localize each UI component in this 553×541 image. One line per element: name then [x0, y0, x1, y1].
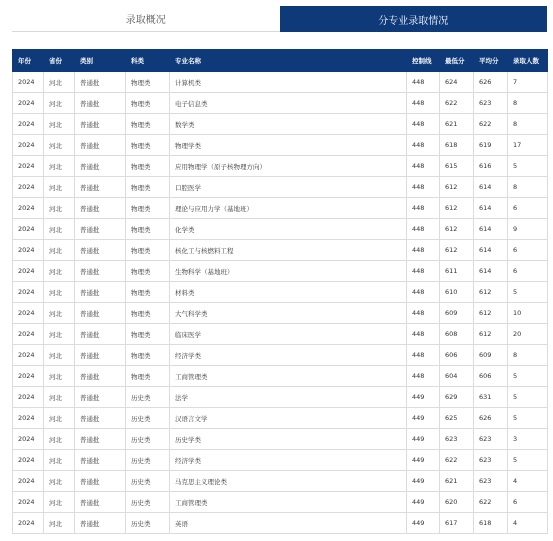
min-score-cell: 612: [440, 177, 474, 198]
header-min-score: 最低分: [440, 50, 474, 72]
subject-type-cell: 物理类: [126, 114, 170, 135]
major-name-cell: 临床医学: [170, 324, 407, 345]
avg-score-cell: 614: [474, 261, 508, 282]
min-score-cell: 611: [440, 261, 474, 282]
control-line-cell: 448: [407, 135, 440, 156]
table-header-row: [13, 50, 548, 72]
min-score-cell: 629: [440, 387, 474, 408]
control-line-cell: 448: [407, 156, 440, 177]
category-cell: 普通批: [75, 471, 126, 492]
major-name-cell: 法学: [170, 387, 407, 408]
table-row: [13, 93, 548, 114]
subject-type-cell: 历史类: [126, 450, 170, 471]
avg-score-cell: 622: [474, 114, 508, 135]
subject-type-cell: 物理类: [126, 345, 170, 366]
major-name-cell: 材料类: [170, 282, 407, 303]
control-line-cell: 448: [407, 219, 440, 240]
category-cell: 普通批: [75, 303, 126, 324]
province-cell: 河北: [44, 345, 75, 366]
province-cell: 河北: [44, 303, 75, 324]
header-year: 年份: [13, 50, 44, 72]
major-name-cell: 汉语言文学: [170, 408, 407, 429]
province-cell: 河北: [44, 513, 75, 534]
admitted-count-cell: 5: [508, 450, 548, 471]
subject-type-cell: 历史类: [126, 387, 170, 408]
province-cell: 河北: [44, 324, 75, 345]
table-row: [13, 387, 548, 408]
province-cell: 河北: [44, 471, 75, 492]
control-line-cell: 448: [407, 282, 440, 303]
admission-table: [12, 49, 548, 534]
category-cell: 普通批: [75, 72, 126, 93]
avg-score-cell: 623: [474, 450, 508, 471]
table-row: [13, 429, 548, 450]
admitted-count-cell: 5: [508, 282, 548, 303]
category-cell: 普通批: [75, 492, 126, 513]
year-cell: 2024: [13, 450, 44, 471]
admitted-count-cell: 4: [508, 513, 548, 534]
year-cell: 2024: [13, 387, 44, 408]
province-cell: 河北: [44, 177, 75, 198]
year-cell: 2024: [13, 492, 44, 513]
category-cell: 普通批: [75, 387, 126, 408]
major-name-cell: 历史学类: [170, 429, 407, 450]
header-admitted-count: 录取人数: [508, 50, 548, 72]
min-score-cell: 622: [440, 450, 474, 471]
subject-type-cell: 物理类: [126, 93, 170, 114]
category-cell: 普通批: [75, 177, 126, 198]
category-cell: 普通批: [75, 114, 126, 135]
category-cell: 普通批: [75, 450, 126, 471]
admitted-count-cell: 6: [508, 492, 548, 513]
category-cell: 普通批: [75, 513, 126, 534]
min-score-cell: 608: [440, 324, 474, 345]
category-cell: 普通批: [75, 324, 126, 345]
year-cell: 2024: [13, 93, 44, 114]
major-name-cell: 电子信息类: [170, 93, 407, 114]
avg-score-cell: 614: [474, 219, 508, 240]
control-line-cell: 448: [407, 345, 440, 366]
min-score-cell: 623: [440, 429, 474, 450]
subject-type-cell: 物理类: [126, 324, 170, 345]
province-cell: 河北: [44, 366, 75, 387]
major-name-cell: 英语: [170, 513, 407, 534]
min-score-cell: 618: [440, 135, 474, 156]
province-cell: 河北: [44, 72, 75, 93]
min-score-cell: 609: [440, 303, 474, 324]
avg-score-cell: 609: [474, 345, 508, 366]
category-cell: 普通批: [75, 261, 126, 282]
tab-bar: [12, 6, 547, 32]
min-score-cell: 606: [440, 345, 474, 366]
year-cell: 2024: [13, 240, 44, 261]
control-line-cell: 448: [407, 177, 440, 198]
major-name-cell: 理论与应用力学（基地班）: [170, 198, 407, 219]
admitted-count-cell: 5: [508, 408, 548, 429]
admitted-count-cell: 3: [508, 429, 548, 450]
min-score-cell: 624: [440, 72, 474, 93]
avg-score-cell: 623: [474, 93, 508, 114]
min-score-cell: 612: [440, 198, 474, 219]
subject-type-cell: 物理类: [126, 282, 170, 303]
major-name-cell: 马克思主义理论类: [170, 471, 407, 492]
province-cell: 河北: [44, 198, 75, 219]
subject-type-cell: 物理类: [126, 72, 170, 93]
tab-admission-by-major[interactable]: 分专业录取情况: [280, 6, 548, 32]
table-row: [13, 261, 548, 282]
category-cell: 普通批: [75, 408, 126, 429]
major-name-cell: 物理学类: [170, 135, 407, 156]
table-row: [13, 492, 548, 513]
subject-type-cell: 历史类: [126, 429, 170, 450]
control-line-cell: 449: [407, 408, 440, 429]
major-name-cell: 经济学类: [170, 345, 407, 366]
admitted-count-cell: 17: [508, 135, 548, 156]
avg-score-cell: 626: [474, 72, 508, 93]
year-cell: 2024: [13, 345, 44, 366]
admitted-count-cell: 6: [508, 198, 548, 219]
header-category: 类别: [75, 50, 126, 72]
category-cell: 普通批: [75, 135, 126, 156]
min-score-cell: 615: [440, 156, 474, 177]
category-cell: 普通批: [75, 429, 126, 450]
avg-score-cell: 614: [474, 198, 508, 219]
tab-admission-overview[interactable]: 录取概况: [12, 6, 280, 32]
province-cell: 河北: [44, 156, 75, 177]
min-score-cell: 612: [440, 219, 474, 240]
avg-score-cell: 626: [474, 408, 508, 429]
control-line-cell: 448: [407, 324, 440, 345]
control-line-cell: 448: [407, 303, 440, 324]
min-score-cell: 622: [440, 93, 474, 114]
control-line-cell: 449: [407, 450, 440, 471]
table-row: [13, 240, 548, 261]
min-score-cell: 621: [440, 114, 474, 135]
admitted-count-cell: 8: [508, 114, 548, 135]
avg-score-cell: 616: [474, 156, 508, 177]
year-cell: 2024: [13, 261, 44, 282]
subject-type-cell: 历史类: [126, 492, 170, 513]
admitted-count-cell: 9: [508, 219, 548, 240]
subject-type-cell: 物理类: [126, 198, 170, 219]
major-name-cell: 计算机类: [170, 72, 407, 93]
major-name-cell: 应用物理学（原子核物理方向）: [170, 156, 407, 177]
year-cell: 2024: [13, 408, 44, 429]
category-cell: 普通批: [75, 198, 126, 219]
control-line-cell: 449: [407, 429, 440, 450]
province-cell: 河北: [44, 135, 75, 156]
province-cell: 河北: [44, 429, 75, 450]
major-name-cell: 工商管理类: [170, 366, 407, 387]
province-cell: 河北: [44, 261, 75, 282]
table-row: [13, 471, 548, 492]
province-cell: 河北: [44, 93, 75, 114]
avg-score-cell: 612: [474, 324, 508, 345]
table-row: [13, 450, 548, 471]
year-cell: 2024: [13, 72, 44, 93]
subject-type-cell: 历史类: [126, 408, 170, 429]
major-name-cell: 数学类: [170, 114, 407, 135]
province-cell: 河北: [44, 282, 75, 303]
control-line-cell: 448: [407, 72, 440, 93]
year-cell: 2024: [13, 177, 44, 198]
major-name-cell: 经济学类: [170, 450, 407, 471]
year-cell: 2024: [13, 513, 44, 534]
year-cell: 2024: [13, 156, 44, 177]
control-line-cell: 449: [407, 492, 440, 513]
control-line-cell: 449: [407, 387, 440, 408]
min-score-cell: 625: [440, 408, 474, 429]
avg-score-cell: 614: [474, 240, 508, 261]
admitted-count-cell: 20: [508, 324, 548, 345]
year-cell: 2024: [13, 198, 44, 219]
year-cell: 2024: [13, 471, 44, 492]
admitted-count-cell: 5: [508, 366, 548, 387]
category-cell: 普通批: [75, 345, 126, 366]
major-name-cell: 大气科学类: [170, 303, 407, 324]
header-major-name: 专业名称: [170, 50, 407, 72]
table-row: [13, 282, 548, 303]
category-cell: 普通批: [75, 282, 126, 303]
table-body: [13, 72, 548, 534]
admitted-count-cell: 8: [508, 93, 548, 114]
header-control-line: 控制线: [407, 50, 440, 72]
header-subject-type: 科类: [126, 50, 170, 72]
subject-type-cell: 物理类: [126, 219, 170, 240]
subject-type-cell: 历史类: [126, 471, 170, 492]
avg-score-cell: 623: [474, 471, 508, 492]
control-line-cell: 448: [407, 240, 440, 261]
control-line-cell: 449: [407, 471, 440, 492]
subject-type-cell: 物理类: [126, 177, 170, 198]
table-row: [13, 345, 548, 366]
avg-score-cell: 631: [474, 387, 508, 408]
province-cell: 河北: [44, 492, 75, 513]
min-score-cell: 610: [440, 282, 474, 303]
subject-type-cell: 物理类: [126, 240, 170, 261]
header-province: 省份: [44, 50, 75, 72]
admitted-count-cell: 8: [508, 345, 548, 366]
avg-score-cell: 618: [474, 513, 508, 534]
avg-score-cell: 619: [474, 135, 508, 156]
major-name-cell: 核化工与核燃料工程: [170, 240, 407, 261]
province-cell: 河北: [44, 240, 75, 261]
admitted-count-cell: 6: [508, 240, 548, 261]
major-name-cell: 化学类: [170, 219, 407, 240]
table-row: [13, 114, 548, 135]
admitted-count-cell: 6: [508, 261, 548, 282]
header-avg-score: 平均分: [474, 50, 508, 72]
avg-score-cell: 623: [474, 429, 508, 450]
avg-score-cell: 614: [474, 177, 508, 198]
province-cell: 河北: [44, 387, 75, 408]
admitted-count-cell: 10: [508, 303, 548, 324]
subject-type-cell: 物理类: [126, 366, 170, 387]
min-score-cell: 620: [440, 492, 474, 513]
control-line-cell: 448: [407, 366, 440, 387]
table-row: [13, 219, 548, 240]
major-name-cell: 口腔医学: [170, 177, 407, 198]
major-name-cell: 工商管理类: [170, 492, 407, 513]
subject-type-cell: 物理类: [126, 261, 170, 282]
admitted-count-cell: 7: [508, 72, 548, 93]
year-cell: 2024: [13, 303, 44, 324]
province-cell: 河北: [44, 219, 75, 240]
table-row: [13, 366, 548, 387]
table-row: [13, 135, 548, 156]
year-cell: 2024: [13, 429, 44, 450]
control-line-cell: 449: [407, 513, 440, 534]
province-cell: 河北: [44, 408, 75, 429]
avg-score-cell: 612: [474, 282, 508, 303]
province-cell: 河北: [44, 114, 75, 135]
year-cell: 2024: [13, 135, 44, 156]
admitted-count-cell: 4: [508, 471, 548, 492]
table-row: [13, 513, 548, 534]
table-row: [13, 177, 548, 198]
admitted-count-cell: 5: [508, 387, 548, 408]
category-cell: 普通批: [75, 156, 126, 177]
control-line-cell: 448: [407, 198, 440, 219]
year-cell: 2024: [13, 114, 44, 135]
control-line-cell: 448: [407, 114, 440, 135]
year-cell: 2024: [13, 219, 44, 240]
min-score-cell: 621: [440, 471, 474, 492]
category-cell: 普通批: [75, 366, 126, 387]
admitted-count-cell: 8: [508, 177, 548, 198]
min-score-cell: 617: [440, 513, 474, 534]
category-cell: 普通批: [75, 219, 126, 240]
table-row: [13, 303, 548, 324]
min-score-cell: 612: [440, 240, 474, 261]
table-row: [13, 198, 548, 219]
control-line-cell: 448: [407, 261, 440, 282]
avg-score-cell: 622: [474, 492, 508, 513]
table-row: [13, 408, 548, 429]
admission-table-container: [12, 49, 547, 534]
avg-score-cell: 612: [474, 303, 508, 324]
avg-score-cell: 606: [474, 366, 508, 387]
min-score-cell: 604: [440, 366, 474, 387]
category-cell: 普通批: [75, 93, 126, 114]
major-name-cell: 生物科学（基地班）: [170, 261, 407, 282]
subject-type-cell: 历史类: [126, 513, 170, 534]
table-row: [13, 72, 548, 93]
table-row: [13, 156, 548, 177]
subject-type-cell: 物理类: [126, 156, 170, 177]
province-cell: 河北: [44, 450, 75, 471]
subject-type-cell: 物理类: [126, 135, 170, 156]
category-cell: 普通批: [75, 240, 126, 261]
subject-type-cell: 物理类: [126, 303, 170, 324]
admitted-count-cell: 5: [508, 156, 548, 177]
year-cell: 2024: [13, 366, 44, 387]
year-cell: 2024: [13, 324, 44, 345]
year-cell: 2024: [13, 282, 44, 303]
control-line-cell: 448: [407, 93, 440, 114]
table-row: [13, 324, 548, 345]
